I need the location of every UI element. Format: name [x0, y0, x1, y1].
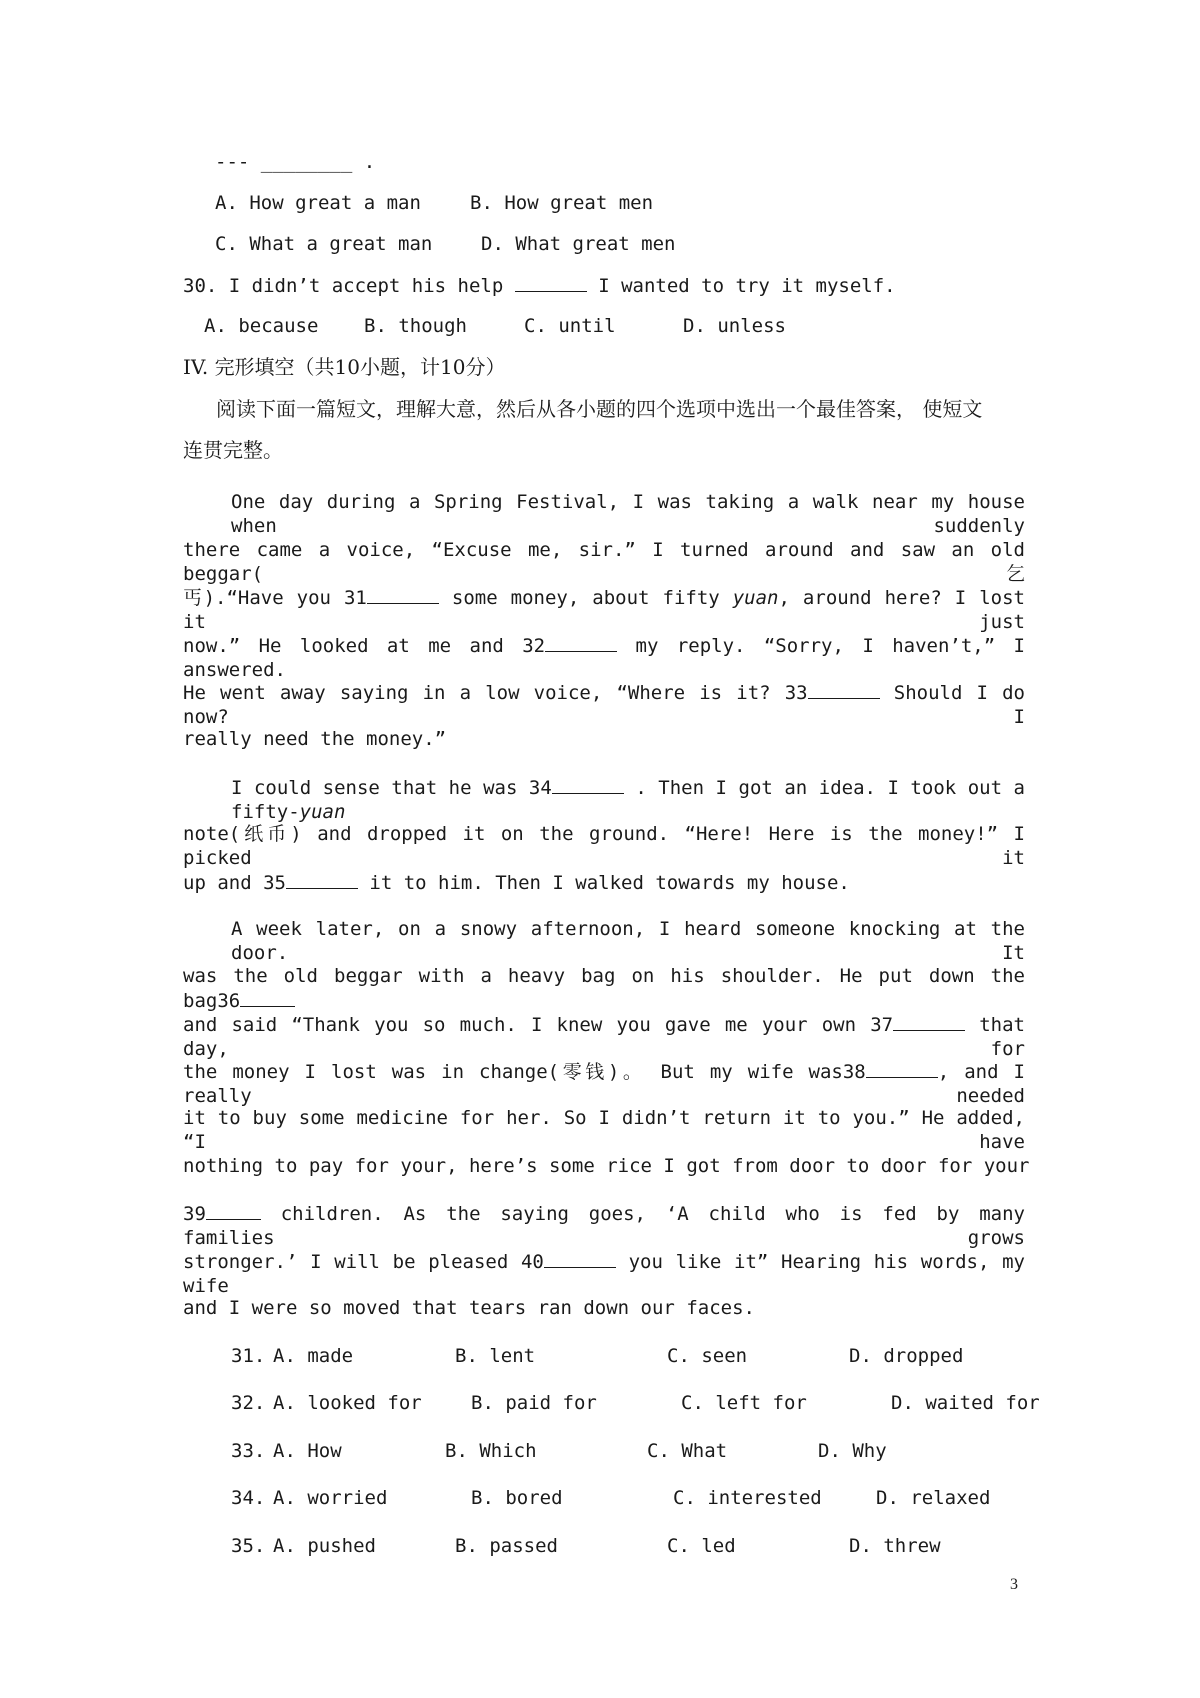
option-d[interactable]: D. dropped: [849, 1345, 964, 1367]
q29-option-b: B. How great men: [470, 192, 654, 214]
passage-line: A week later, on a snowy afternoon, I heard someone knocking at the door. It: [231, 918, 1025, 964]
blank-33[interactable]: [808, 680, 880, 699]
option-c[interactable]: C. led: [667, 1535, 736, 1557]
option-d[interactable]: D. relaxed: [876, 1487, 991, 1509]
q29-option-a: A. How great a man: [215, 192, 421, 214]
option-b[interactable]: B. paid for: [471, 1392, 597, 1414]
section-instructions-line2: 连贯完整。: [183, 438, 283, 462]
passage-line: stronger.’ I will be pleased 40 you like it” Hearing his words, my wife: [183, 1251, 1025, 1297]
blank-37[interactable]: [893, 1012, 965, 1031]
option-a[interactable]: A. worried: [273, 1487, 388, 1509]
option-a[interactable]: A. pushed: [273, 1535, 376, 1557]
section-heading: IV. 完形填空（共10小题，计10分）: [183, 355, 506, 379]
q30-option-c: C. until: [524, 315, 616, 337]
option-c[interactable]: C. seen: [667, 1345, 748, 1367]
option-c[interactable]: C. interested: [673, 1487, 822, 1509]
passage-line: really need the money.”: [183, 728, 447, 750]
option-b[interactable]: B. Which: [445, 1440, 537, 1462]
passage-line: there came a voice, “Excuse me, sir.” I turned around and saw an old beggar(乞: [183, 539, 1025, 585]
option-c[interactable]: C. What: [647, 1440, 728, 1462]
option-d[interactable]: D. threw: [849, 1535, 941, 1557]
passage-line: 39 children. As the saying goes, ‘A child who is fed by many families grows: [183, 1203, 1025, 1249]
passage-line: was the old beggar with a heavy bag on his shoulder. He put down the bag36: [183, 965, 1025, 1012]
option-number: 32.: [231, 1392, 266, 1414]
option-a[interactable]: A. looked for: [273, 1392, 422, 1414]
passage-line: and I were so moved that tears ran down our faces.: [183, 1297, 755, 1319]
passage-line: up and 35 it to him. Then I walked towards my house.: [183, 872, 850, 894]
option-d[interactable]: D. Why: [818, 1440, 887, 1462]
q29-answer-line: --- ________ .: [215, 151, 376, 173]
page-number: 3: [1010, 1576, 1018, 1593]
blank-31[interactable]: [367, 585, 439, 604]
q30-option-d: D. unless: [683, 315, 786, 337]
option-number: 35.: [231, 1535, 266, 1557]
option-b[interactable]: B. passed: [455, 1535, 558, 1557]
section-instructions-line1: 阅读下面一篇短文，理解大意，然后从各小题的四个选项中选出一个最佳答案， 使短文: [216, 397, 983, 421]
q30-option-a: A. because: [204, 315, 319, 337]
passage-line: and said “Thank you so much. I knew you gave me your own 37 that day, for: [183, 1014, 1025, 1060]
q30-stem: 30. I didn’t accept his help I wanted to try it myself.: [183, 275, 896, 297]
passage-line: He went away saying in a low voice, “Where is it? 33 Should I do now? I: [183, 682, 1025, 728]
passage-line: I could sense that he was 34 . Then I got an idea. I took out a fifty-yuan: [231, 777, 1025, 823]
passage-line: it to buy some medicine for her. So I didn’t return it to you.” He added, “I have: [183, 1107, 1025, 1153]
option-c[interactable]: C. left for: [681, 1392, 807, 1414]
blank-36[interactable]: [240, 988, 295, 1007]
option-a[interactable]: A. How: [273, 1440, 342, 1462]
blank-34[interactable]: [552, 775, 624, 794]
option-b[interactable]: B. lent: [455, 1345, 536, 1367]
q29-option-c: C. What a great man: [215, 233, 433, 255]
passage-line: now.” He looked at me and 32 my reply. “Sorry, I haven’t,” I answered.: [183, 635, 1026, 681]
passage-line: One day during a Spring Festival, I was taking a walk near my house when suddenly: [231, 491, 1025, 537]
option-a[interactable]: A. made: [273, 1345, 354, 1367]
option-number: 33.: [231, 1440, 266, 1462]
blank-39[interactable]: [206, 1201, 261, 1220]
q30-option-b: B. though: [364, 315, 467, 337]
blank-40[interactable]: [544, 1249, 616, 1268]
passage-line: 丐).“Have you 31 some money, about fifty yuan, around here? I lost it just: [183, 587, 1025, 633]
option-number: 34.: [231, 1487, 266, 1509]
blank-38[interactable]: [866, 1059, 938, 1078]
passage-line: the money I lost was in change(零钱)。 But my wife was38 , and I really needed: [183, 1061, 1025, 1107]
option-d[interactable]: D. waited for: [891, 1392, 1040, 1414]
blank-32[interactable]: [545, 633, 617, 652]
option-number: 31.: [231, 1345, 266, 1367]
q29-option-d: D. What great men: [481, 233, 676, 255]
option-b[interactable]: B. bored: [471, 1487, 563, 1509]
passage-line: note(纸币) and dropped it on the ground. “Here! Here is the money!” I picked it: [183, 823, 1025, 869]
blank-35[interactable]: [286, 870, 358, 889]
passage-line: nothing to pay for your, here’s some rice I got from door to door for your: [183, 1155, 1030, 1177]
